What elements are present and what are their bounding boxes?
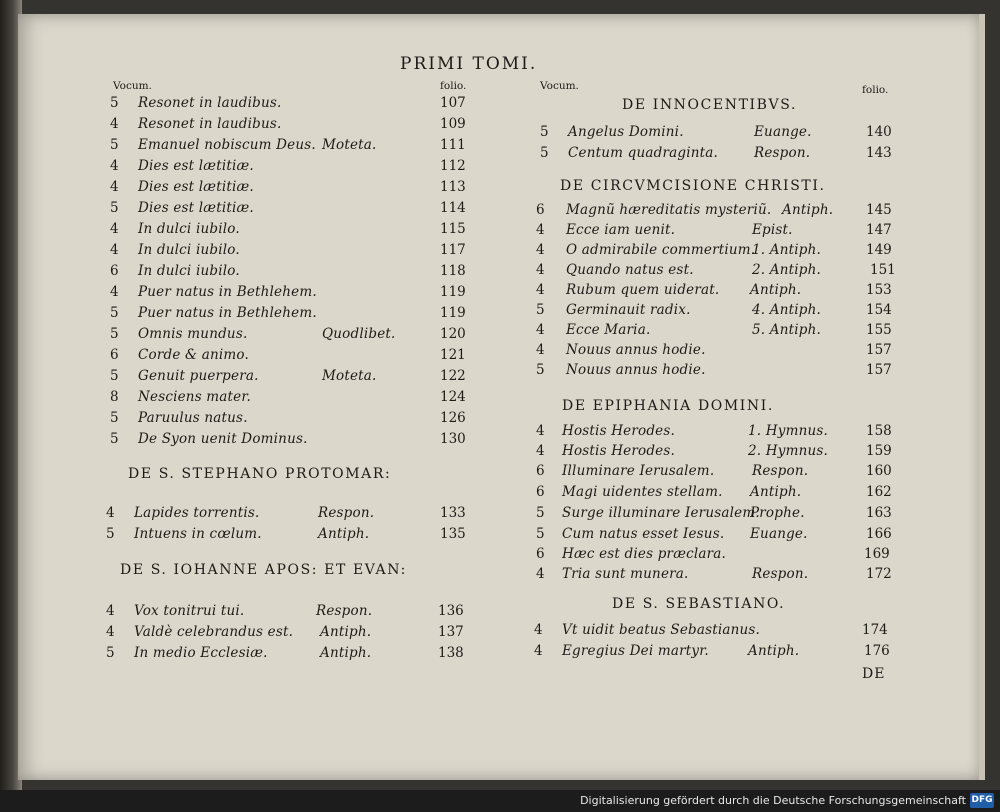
folio-number: 107 <box>440 95 466 111</box>
voice-count: 6 <box>536 202 545 218</box>
voice-count: 4 <box>110 158 119 174</box>
voice-count: 5 <box>536 302 545 318</box>
piece-title: Ecce iam uenit. <box>566 222 676 238</box>
piece-kind: Euange. <box>750 526 808 542</box>
voice-count: 6 <box>536 546 545 562</box>
folio-number: 159 <box>866 443 892 459</box>
folio-number: 153 <box>866 282 892 298</box>
folio-number: 160 <box>866 463 892 479</box>
voice-count: 4 <box>536 282 545 298</box>
piece-kind: Epist. <box>752 222 793 238</box>
folio-number: 151 <box>870 262 896 278</box>
voice-count: 6 <box>536 484 545 500</box>
voice-count: 5 <box>110 200 119 216</box>
piece-kind: Prophe. <box>750 505 805 521</box>
folio-number: 119 <box>440 305 466 321</box>
voice-count: 4 <box>536 342 545 358</box>
voice-count: 4 <box>106 603 115 619</box>
piece-kind: Respon. <box>316 603 373 619</box>
voice-count: 4 <box>110 116 119 132</box>
right-folio-label: folio. <box>862 84 889 96</box>
section-heading: DE S. SEBASTIANO. <box>612 596 786 612</box>
piece-title: Hæc est dies præclara. <box>562 546 727 562</box>
folio-number: 145 <box>866 202 892 218</box>
folio-number: 111 <box>440 137 466 153</box>
folio-number: 124 <box>440 389 466 405</box>
voice-count: 5 <box>106 645 115 661</box>
left-vocum-label: Vocum. <box>113 80 152 92</box>
voice-count: 8 <box>110 389 119 405</box>
piece-title: Quando natus est. <box>566 262 694 278</box>
piece-kind: Respon. <box>754 145 811 161</box>
voice-count: 5 <box>110 368 119 384</box>
piece-title: Magnũ hæreditatis mysteriũ. <box>566 202 772 218</box>
piece-title: Emanuel nobiscum Deus. <box>138 137 316 153</box>
piece-title: Puer natus in Bethlehem. <box>138 305 317 321</box>
voice-count: 5 <box>540 124 549 140</box>
folio-number: 136 <box>438 603 464 619</box>
folio-number: 157 <box>866 362 892 378</box>
piece-title: Nouus annus hodie. <box>566 362 706 378</box>
voice-count: 5 <box>106 526 115 542</box>
folio-number: 113 <box>440 179 466 195</box>
piece-title: Nouus annus hodie. <box>566 342 706 358</box>
voice-count: 4 <box>536 566 545 582</box>
piece-title: Ecce Maria. <box>566 322 651 338</box>
folio-number: 117 <box>440 242 466 258</box>
folio-number: 137 <box>438 624 464 640</box>
piece-title: Illuminare Ierusalem. <box>562 463 715 479</box>
piece-title: In medio Ecclesiæ. <box>134 645 268 661</box>
folio-number: 140 <box>866 124 892 140</box>
voice-count: 4 <box>106 624 115 640</box>
piece-kind: 4. Antiph. <box>752 302 821 318</box>
piece-title: Intuens in cœlum. <box>134 526 262 542</box>
voice-count: 6 <box>536 463 545 479</box>
folio-number: 169 <box>864 546 890 562</box>
piece-kind: Antiph. <box>748 643 800 659</box>
voice-count: 4 <box>110 179 119 195</box>
voice-count: 6 <box>110 347 119 363</box>
folio-number: 114 <box>440 200 466 216</box>
section-heading: DE INNOCENTIBVS. <box>622 97 797 113</box>
piece-title: Egregius Dei martyr. <box>562 643 709 659</box>
piece-title: Lapides torrentis. <box>134 505 260 521</box>
voice-count: 5 <box>110 410 119 426</box>
voice-count: 5 <box>110 137 119 153</box>
piece-title: Surge illuminare Ierusalem. <box>562 505 760 521</box>
left-folio-label: folio. <box>440 80 467 92</box>
folio-number: 154 <box>866 302 892 318</box>
folio-number: 126 <box>440 410 466 426</box>
piece-title: Hostis Herodes. <box>562 423 675 439</box>
piece-kind: Respon. <box>752 463 809 479</box>
footer-credit: Digitalisierung gefördert durch die Deutsche Forschungsgemeinschaft <box>580 794 966 807</box>
voice-count: 5 <box>110 326 119 342</box>
voice-count: 5 <box>540 145 549 161</box>
voice-count: 5 <box>536 526 545 542</box>
folio-number: 121 <box>440 347 466 363</box>
piece-title: Resonet in laudibus. <box>138 116 282 132</box>
right-vocum-label: Vocum. <box>540 80 579 92</box>
folio-number: 118 <box>440 263 466 279</box>
folio-number: 147 <box>866 222 892 238</box>
piece-title: Nesciens mater. <box>138 389 252 405</box>
folio-number: 112 <box>440 158 466 174</box>
piece-kind: Moteta. <box>322 368 377 384</box>
piece-title: Vox tonitrui tui. <box>134 603 245 619</box>
piece-title: Vt uidit beatus Sebastianus. <box>562 622 761 638</box>
piece-kind: Antiph. <box>318 526 370 542</box>
viewer-footer <box>0 790 1000 812</box>
folio-number: 119 <box>440 284 466 300</box>
folio-number: 163 <box>866 505 892 521</box>
piece-title: In dulci iubilo. <box>138 242 240 258</box>
voice-count: 5 <box>536 362 545 378</box>
piece-title: Rubum quem uiderat. <box>566 282 720 298</box>
piece-title: Dies est lætitiæ. <box>138 200 254 216</box>
voice-count: 4 <box>536 242 545 258</box>
voice-count: 4 <box>110 284 119 300</box>
voice-count: 4 <box>536 423 545 439</box>
piece-kind: 5. Antiph. <box>752 322 821 338</box>
voice-count: 5 <box>110 305 119 321</box>
folio-number: 130 <box>440 431 466 447</box>
piece-title: De Syon uenit Dominus. <box>138 431 308 447</box>
folio-number: 174 <box>862 622 888 638</box>
voice-count: 4 <box>106 505 115 521</box>
folio-number: 138 <box>438 645 464 661</box>
piece-title: Tria sunt munera. <box>562 566 689 582</box>
piece-kind: 2. Antiph. <box>752 262 821 278</box>
piece-title: Magi uidentes stellam. <box>562 484 723 500</box>
voice-count: 6 <box>110 263 119 279</box>
folio-number: 172 <box>866 566 892 582</box>
folio-number: 162 <box>866 484 892 500</box>
piece-title: Germinauit radix. <box>566 302 691 318</box>
piece-kind: Quodlibet. <box>322 326 396 342</box>
voice-count: 4 <box>110 221 119 237</box>
piece-kind: Antiph. <box>320 624 372 640</box>
piece-title: Hostis Herodes. <box>562 443 675 459</box>
page-edge <box>979 14 985 780</box>
folio-number: 143 <box>866 145 892 161</box>
section-heading: DE S. IOHANNE APOS: ET EVAN: <box>120 562 407 578</box>
folio-number: 166 <box>866 526 892 542</box>
section-heading: DE CIRCVMCISIONE CHRISTI. <box>560 178 826 194</box>
piece-title: Puer natus in Bethlehem. <box>138 284 317 300</box>
piece-kind: 2. Hymnus. <box>748 443 828 459</box>
folio-number: 149 <box>866 242 892 258</box>
folio-number: 176 <box>864 643 890 659</box>
section-heading: DE S. STEPHANO PROTOMAR: <box>128 466 392 482</box>
piece-title: Omnis mundus. <box>138 326 248 342</box>
piece-kind: Respon. <box>752 566 809 582</box>
voice-count: 4 <box>536 322 545 338</box>
folio-number: 157 <box>866 342 892 358</box>
folio-number: 155 <box>866 322 892 338</box>
piece-kind: Euange. <box>754 124 812 140</box>
folio-number: 135 <box>440 526 466 542</box>
piece-title: Centum quadraginta. <box>568 145 718 161</box>
folio-number: 109 <box>440 116 466 132</box>
folio-number: 122 <box>440 368 466 384</box>
piece-title: In dulci iubilo. <box>138 263 240 279</box>
voice-count: 4 <box>534 643 543 659</box>
piece-title: In dulci iubilo. <box>138 221 240 237</box>
piece-title: Paruulus natus. <box>138 410 248 426</box>
voice-count: 5 <box>110 431 119 447</box>
piece-title: Dies est lætitiæ. <box>138 179 254 195</box>
voice-count: 4 <box>536 443 545 459</box>
piece-title: Corde & animo. <box>138 347 249 363</box>
voice-count: 5 <box>110 95 119 111</box>
dfg-logo-icon: DFG <box>970 793 994 808</box>
piece-kind: Respon. <box>318 505 375 521</box>
voice-count: 4 <box>534 622 543 638</box>
piece-title: Resonet in laudibus. <box>138 95 282 111</box>
page-title: PRIMI TOMI. <box>400 54 538 74</box>
piece-kind: 1. Hymnus. <box>748 423 828 439</box>
piece-title: Valdè celebrandus est. <box>134 624 294 640</box>
voice-count: 4 <box>536 262 545 278</box>
piece-kind: Antiph. <box>782 202 834 218</box>
piece-kind: Antiph. <box>750 282 802 298</box>
piece-title: O admirabile commertium. <box>566 242 756 258</box>
folio-number: 133 <box>440 505 466 521</box>
section-heading: DE EPIPHANIA DOMINI. <box>562 398 774 414</box>
piece-kind: Antiph. <box>320 645 372 661</box>
voice-count: 5 <box>536 505 545 521</box>
piece-kind: Moteta. <box>322 137 377 153</box>
voice-count: 4 <box>536 222 545 238</box>
piece-title: Dies est lætitiæ. <box>138 158 254 174</box>
voice-count: 4 <box>110 242 119 258</box>
folio-number: 158 <box>866 423 892 439</box>
piece-title: Genuit puerpera. <box>138 368 259 384</box>
folio-number: 120 <box>440 326 466 342</box>
piece-kind: Antiph. <box>750 484 802 500</box>
folio-number: 115 <box>440 221 466 237</box>
piece-title: Cum natus esset Iesus. <box>562 526 725 542</box>
piece-title: Angelus Domini. <box>568 124 684 140</box>
piece-kind: 1. Antiph. <box>752 242 821 258</box>
catchword: DE <box>862 666 886 682</box>
